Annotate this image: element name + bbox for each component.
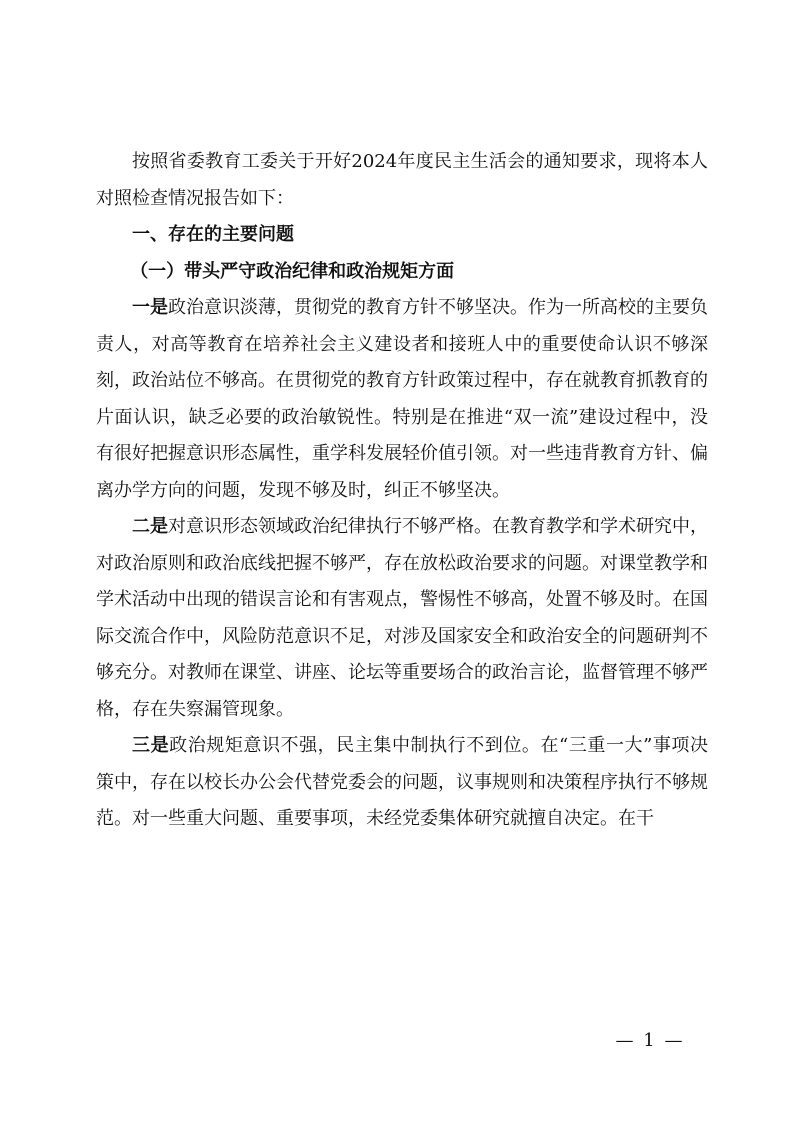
paragraph-lead: 三是	[132, 735, 170, 756]
problem-paragraph-2	[96, 509, 708, 728]
problem-paragraph-3	[96, 728, 708, 838]
paragraph-text: 政治规矩意识不强，民主集中制执行不到位。在“三重一大”事项决策中，存在以校长办公会代替党委会的问题，议事规则和决策程序执行不够规范。对一些重大问题、重要事项，未经党委集体研究就擅自决定。在干	[96, 735, 709, 829]
paragraph-lead: 一是	[132, 297, 168, 318]
subsection-heading: （一）带头严守政治纪律和政治规矩方面	[130, 260, 455, 282]
problem-paragraph-1	[96, 290, 708, 509]
page-number: — 1 —	[615, 1030, 685, 1051]
document-body	[96, 144, 708, 838]
section-heading: 一、存在的主要问题	[132, 224, 294, 245]
paragraph-text: 政治意识淡薄，贯彻党的教育方针不够坚决。作为一所高校的主要负责人，对高等教育在培养社会主义建设者和接班人中的重要使命认识不够深刻，政治站位不够高。在贯彻党的教育方针政策过程中，存在就教育抓教育的片面认识，缺乏必要的政治敏锐性。特别是在推进“双一流”建设过程中，没有很好把握意识形态属性，重学科发展轻价值引领。对一些违背教育方针、偏离办学方向的问题，发现不够及时，纠正不够坚决。	[96, 297, 708, 501]
paragraph-lead: 二是	[132, 516, 168, 537]
intro-paragraph: 按照省委教育工委关于开好2024年度民主生活会的通知要求，现将本人对照检查情况报告如下：	[96, 151, 708, 209]
paragraph-text: 对意识形态领域政治纪律执行不够严格。在教育教学和学术研究中，对政治原则和政治底线把握不够严，存在放松政治要求的问题。对课堂教学和学术活动中出现的错误言论和有害观点，警惕性不够高，处置不够及时。在国际交流合作中，风险防范意识不足，对涉及国家安全和政治安全的问题研判不够充分。对教师在课堂、讲座、论坛等重要场合的政治言论，监督管理不够严格，存在失察漏管现象。	[96, 516, 708, 720]
